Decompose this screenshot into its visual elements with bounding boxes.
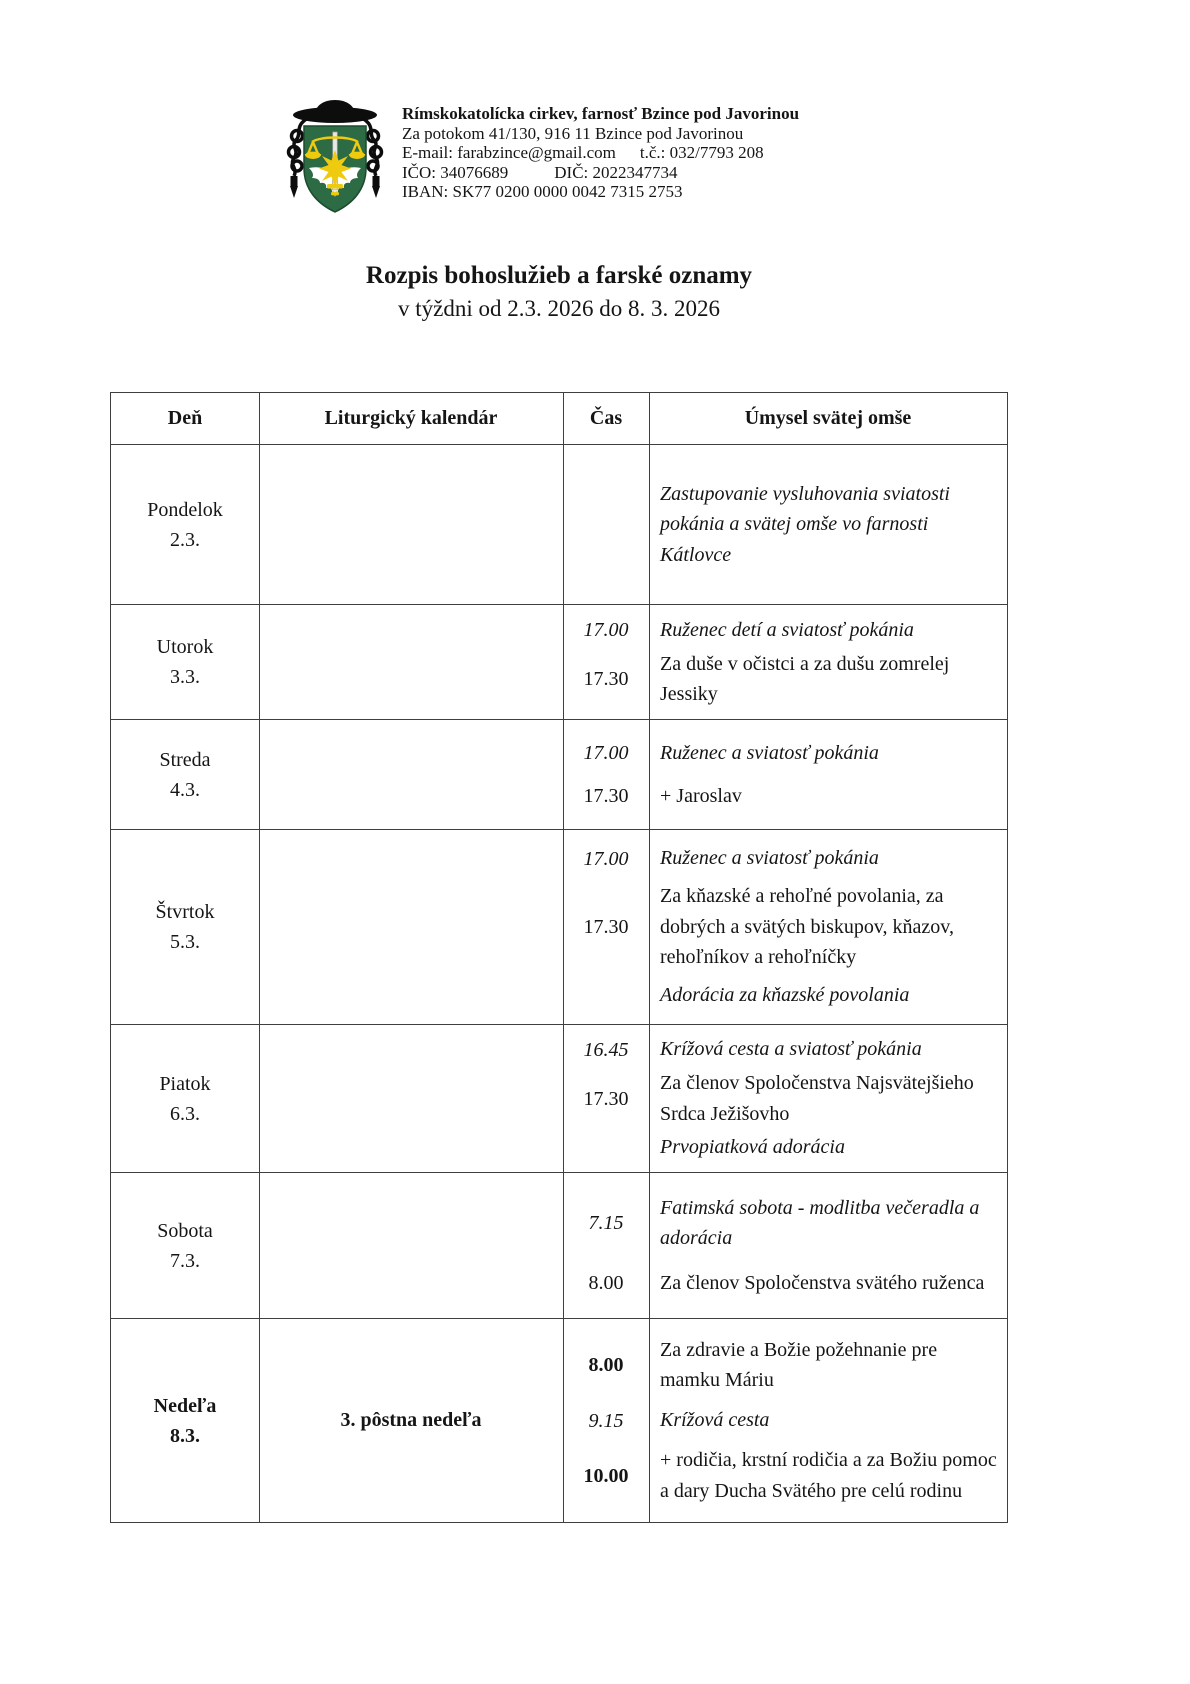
intention-cell: Ruženec a sviatosť pokánia: [660, 742, 879, 764]
page-title: Rozpis bohoslužieb a farské oznamy: [365, 262, 753, 289]
calendar-cell: [259, 830, 563, 1024]
intention-cell: Prvopiatková adorácia: [660, 1136, 845, 1159]
time-cell: 17.30: [583, 668, 629, 690]
org-name: Rímskokatolícka cirkev, farnosť Bzince pod Javorinou: [402, 104, 800, 123]
day-date: 5.3.: [170, 931, 200, 953]
time-cell: 8.00: [588, 1354, 624, 1377]
time-cell: 17.00: [583, 742, 629, 765]
table-row-saturday: [111, 1173, 1007, 1319]
calendar-cell: [259, 1025, 563, 1172]
table-row-wednesday: [111, 720, 1007, 830]
calendar-cell: [259, 720, 563, 829]
intention-cell: + Jaroslav: [660, 784, 742, 807]
intention-cell: Fatimská sobota - modlitba večeradla a adorácia: [660, 1196, 980, 1250]
page-subtitle: v týždni od 2.3. 2026 do 8. 3. 2026: [398, 296, 720, 321]
time-cell: 9.15: [588, 1409, 624, 1432]
intention-cell: Adorácia za kňazské povolania: [660, 984, 910, 1007]
intention-cell: Krížová cesta: [660, 1409, 770, 1432]
table-row-tuesday: [111, 605, 1007, 720]
table-row-thursday: [111, 830, 1007, 1025]
day-date: 8.3.: [170, 1424, 200, 1447]
intention-cell: Zastupovanie vysluhovania sviatosti pokánia a svätej omše vo farnosti Kátlovce: [660, 482, 950, 566]
day-name: Nedeľa: [153, 1394, 217, 1417]
col-header-day: Deň: [167, 407, 203, 429]
time-cell: 17.30: [583, 916, 629, 938]
intention-cell: Ruženec a sviatosť pokánia: [660, 847, 879, 870]
day-date: 7.3.: [170, 1249, 200, 1272]
parish-coat-of-arms-logo: [282, 96, 388, 216]
col-header-time: Čas: [589, 407, 623, 429]
day-cell: [111, 605, 259, 719]
day-cell: [111, 830, 259, 1024]
calendar-cell: 3. pôstna nedeľa: [340, 1409, 482, 1431]
contact-block: [402, 96, 799, 202]
day-name: Pondelok: [147, 498, 223, 521]
day-cell: [111, 1025, 259, 1172]
intention-cell: Za kňazské a rehoľné povolania, za dobrých a svätých biskupov, kňazov, rehoľníkov a rehoľníčky: [660, 885, 955, 969]
ico-text: IČO: 34076689: [402, 162, 509, 182]
time-cell: 8.00: [588, 1271, 624, 1294]
intention-cell: Krížová cesta a sviatosť pokánia: [660, 1038, 922, 1061]
day-cell: [111, 445, 259, 604]
iban-line: IBAN: SK77 0200 0000 0042 7315 2753: [402, 182, 683, 201]
dic-text: DIČ: 2022347734: [554, 162, 678, 182]
day-date: 3.3.: [170, 666, 200, 688]
intention-cell: + rodičia, krstní rodičia a za Božiu pomoc a dary Ducha Svätého pre celú rodinu: [660, 1449, 997, 1502]
intention-cell: Za členov Spoločenstva svätého ruženca: [660, 1271, 985, 1294]
table-row-monday: [111, 445, 1007, 605]
time-cell: 17.00: [583, 618, 629, 641]
time-cell: 16.45: [583, 1038, 629, 1061]
day-date: 4.3.: [170, 778, 200, 801]
day-name: Utorok: [156, 636, 214, 658]
time-cell: 7.15: [588, 1212, 624, 1235]
table-row-sunday: [111, 1319, 1007, 1522]
time-cell: 17.00: [583, 847, 629, 870]
ico-dic-line: [402, 163, 799, 183]
intention-cell: Za duše v očistci a za dušu zomrelej Jessiky: [660, 652, 950, 705]
col-header-intention: Úmysel svätej omše: [744, 407, 912, 429]
time-cell: 17.30: [583, 784, 629, 807]
shield-icon: [304, 126, 366, 212]
address-line: Za potokom 41/130, 916 11 Bzince pod Javorinou: [402, 123, 744, 143]
time-cell: 17.30: [583, 1087, 629, 1110]
email-phone-line: [402, 143, 799, 163]
day-cell: [111, 720, 259, 829]
day-name: Streda: [159, 748, 211, 771]
day-cell: [111, 1173, 259, 1318]
table-row-friday: [111, 1025, 1007, 1173]
email-text: E-mail: farabzince@gmail.com: [402, 143, 616, 162]
day-date: 6.3.: [170, 1102, 200, 1125]
galero-hat-icon: [293, 100, 377, 123]
day-name: Piatok: [159, 1072, 211, 1095]
calendar-cell: [259, 605, 563, 719]
calendar-cell: [259, 445, 563, 604]
day-name: Sobota: [157, 1219, 213, 1242]
day-date: 2.3.: [170, 528, 200, 551]
time-cell: 10.00: [583, 1464, 629, 1487]
schedule-table: [110, 392, 1008, 1523]
intention-cell: Ruženec detí a sviatosť pokánia: [660, 618, 914, 641]
col-header-calendar: Liturgický kalendár: [324, 407, 498, 429]
intention-cell: Za členov Spoločenstva Najsvätejšieho Srdca Ježišovho: [660, 1072, 974, 1125]
intention-cell: Za zdravie a Božie požehnanie pre mamku Máriu: [660, 1338, 938, 1392]
letterhead: [110, 0, 1008, 216]
phone-text: t.č.: 032/7793 208: [639, 143, 764, 162]
table-header-row: [111, 393, 1007, 445]
calendar-cell: [259, 1173, 563, 1318]
title-block: [110, 260, 1008, 326]
day-name: Štvrtok: [155, 901, 215, 923]
day-cell: [111, 1319, 259, 1522]
